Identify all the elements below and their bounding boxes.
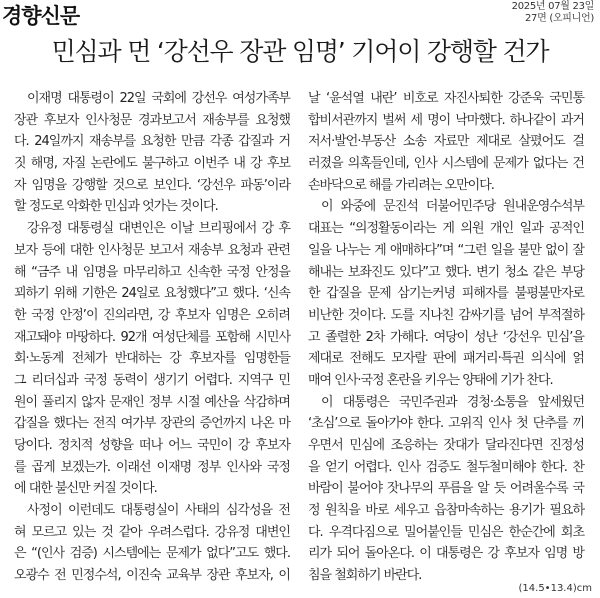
article-text-line: 저서·발언·부동산 소송 자료만 제대로 살폈어도 걸 bbox=[308, 134, 584, 150]
article-text-line: 원이 풀리지 않자 문재인 정부 시절 예산을 삭감하며 bbox=[14, 394, 290, 410]
article-text-line: 바람이 불어야 잣나무의 푸름을 알 듯 어려울수록 국 bbox=[308, 481, 584, 497]
article-text-line: 날 ‘윤석열 내란’ 비호로 자진사퇴한 강준욱 국민통 bbox=[308, 91, 584, 106]
editorial-headline: 민심과 먼 ‘강선우 장관 임명’ 기어이 강행할 건가 bbox=[51, 37, 549, 66]
clipping-size: (14.5•13.4)cm bbox=[518, 583, 592, 594]
article-text-line: 당이다. 정치적 성향을 떠나 어느 국민이 강 후보자 bbox=[14, 438, 290, 453]
article-text-line: 고 졸렬한 2차 가해다. 여당이 성난 ‘강선우 민심’을 bbox=[308, 329, 584, 345]
article-text-line: 이재명 대통령이 22일 국회에 강선우 여성가족부 bbox=[27, 91, 290, 106]
article-text-line: 다. 우격다짐으로 밀어붙인들 민심은 한순간에 회초 bbox=[308, 524, 584, 540]
article-column-right bbox=[308, 88, 584, 587]
article-text-line: 에 대한 불신만 커질 것이다. bbox=[14, 481, 157, 497]
article-text-line: 재고돼야 마땅하다. 92개 여성단체를 포함해 시민사 bbox=[14, 329, 290, 345]
article-text-line: 일을 나누는 게 애매하다”며 “그런 일을 불만 없이 잘 bbox=[308, 242, 584, 258]
page-section: 27면 (오피니언) bbox=[524, 13, 594, 24]
article-column-left bbox=[14, 88, 290, 587]
article-text-line: 를 곱게 보겠는가. 이래선 이재명 정부 인사와 국정 bbox=[14, 459, 290, 475]
article-text-line: 보자 등에 대한 인사청문 보고서 재송부 요청과 관련 bbox=[14, 242, 290, 258]
article-text-line: 이 대통령은 국민주권과 경청·소통을 앞세웠던 bbox=[321, 394, 584, 410]
article-text-line: 강유정 대통령실 대변인은 이날 브리핑에서 강 후 bbox=[27, 221, 290, 237]
article-text-line: 짓 해명, 자질 논란에도 불구하고 이번주 내 강 후보 bbox=[14, 156, 290, 172]
article-text-line: 러졌을 의혹들인데, 인사 시스템에 문제가 없다는 건 bbox=[308, 156, 584, 172]
article-text-line: 오광수 전 민정수석, 이진숙 교육부 장관 후보자, 이 bbox=[14, 568, 290, 584]
article-text-line: 매여 인사·국정 혼란을 키우는 양태에 기가 찬다. bbox=[308, 372, 553, 388]
article-text-line: 정 원칙을 바로 세우고 읍참마속하는 용기가 필요하 bbox=[308, 503, 584, 519]
article-text-line: 사정이 이런데도 대통령실이 사태의 심각성을 전 bbox=[27, 503, 290, 519]
article-text-line: 제대로 전해도 모자랄 판에 패거리·특권 의식에 얽 bbox=[308, 351, 584, 367]
article-text-line: 해 “금주 내 임명을 마무리하고 신속한 국정 안정을 bbox=[14, 264, 290, 280]
article-text-line: 다. 24일까지 재송부를 요청한 만큼 각종 갑질과 거 bbox=[14, 134, 290, 150]
article-text-line: 갑질을 했다는 전직 여가부 장관의 증언까지 나온 마 bbox=[14, 416, 290, 432]
article-text-line: 대표는 “의정활동이라는 게 의원 개인 일과 공적인 bbox=[308, 221, 584, 237]
article-text-line: 꾀하기 위해 기한은 24일로 요청했다”고 했다. ‘신속 bbox=[14, 286, 290, 302]
article-text-line: 한 국정 안정’이 진의라면, 강 후보자 임명은 오히려 bbox=[14, 307, 290, 323]
article-text-line: 을 얻기 어렵다. 인사 검증도 철두철미해야 한다. 찬 bbox=[308, 459, 584, 475]
article-text-line: 할 정도로 악화한 민심과 엇가는 것이다. bbox=[14, 199, 218, 215]
article-text-line: 손바닥으로 해를 가리려는 오만이다. bbox=[308, 177, 494, 193]
article-text-line: 해내는 보좌진도 있다”고 했다. 변기 청소 같은 부당 bbox=[308, 264, 584, 280]
article-text-line: 자 임명을 강행할 것으로 보인다. ‘강선우 파동’이라 bbox=[14, 177, 290, 193]
newspaper-logo: 경향신문 bbox=[2, 4, 80, 28]
article-text-line: 비난한 것이다. 도를 지나친 감싸기를 넘어 부적절하 bbox=[308, 307, 584, 323]
publication-info bbox=[512, 1, 594, 25]
article-text-line: 한 갑질을 문제 삼기는커녕 피해자를 불평불만자로 bbox=[308, 286, 584, 302]
article-text-line: 장관 후보자 인사청문 경과보고서 재송부를 요청했 bbox=[14, 112, 290, 128]
article-text-line: 합비서관까지 벌써 세 명이 낙마했다. 하나같이 과거 bbox=[308, 112, 584, 128]
publication-date: 2025년 07월 23일 bbox=[511, 1, 594, 12]
article-text-line: 혀 모르고 있는 것 같아 우려스럽다. 강유정 대변인 bbox=[14, 524, 290, 540]
article-text-line: 그 리더십과 국정 동력이 생기기 어렵다. 지역구 민 bbox=[14, 372, 290, 388]
article-text-line: ‘초심’으로 돌아가야 한다. 고위직 인사 첫 단추를 끼 bbox=[308, 416, 584, 432]
article-text-line: 회·노동계 전체가 반대하는 강 후보자를 임명한들 bbox=[14, 351, 290, 367]
article-text-line: 이 와중에 문진석 더불어민주당 원내운영수석부 bbox=[321, 199, 584, 215]
article-text-line: 은 “(인사 검증) 시스템에는 문제가 없다”고도 했다. bbox=[14, 546, 290, 562]
article-text-line: 우면서 민심에 조응하는 잣대가 달라진다면 진정성 bbox=[308, 438, 584, 453]
article-text-line: 리가 되어 돌아온다. 이 대통령은 강 후보자 임명 방 bbox=[308, 546, 584, 562]
article-text-line: 침을 철회하기 바란다. bbox=[308, 568, 422, 584]
